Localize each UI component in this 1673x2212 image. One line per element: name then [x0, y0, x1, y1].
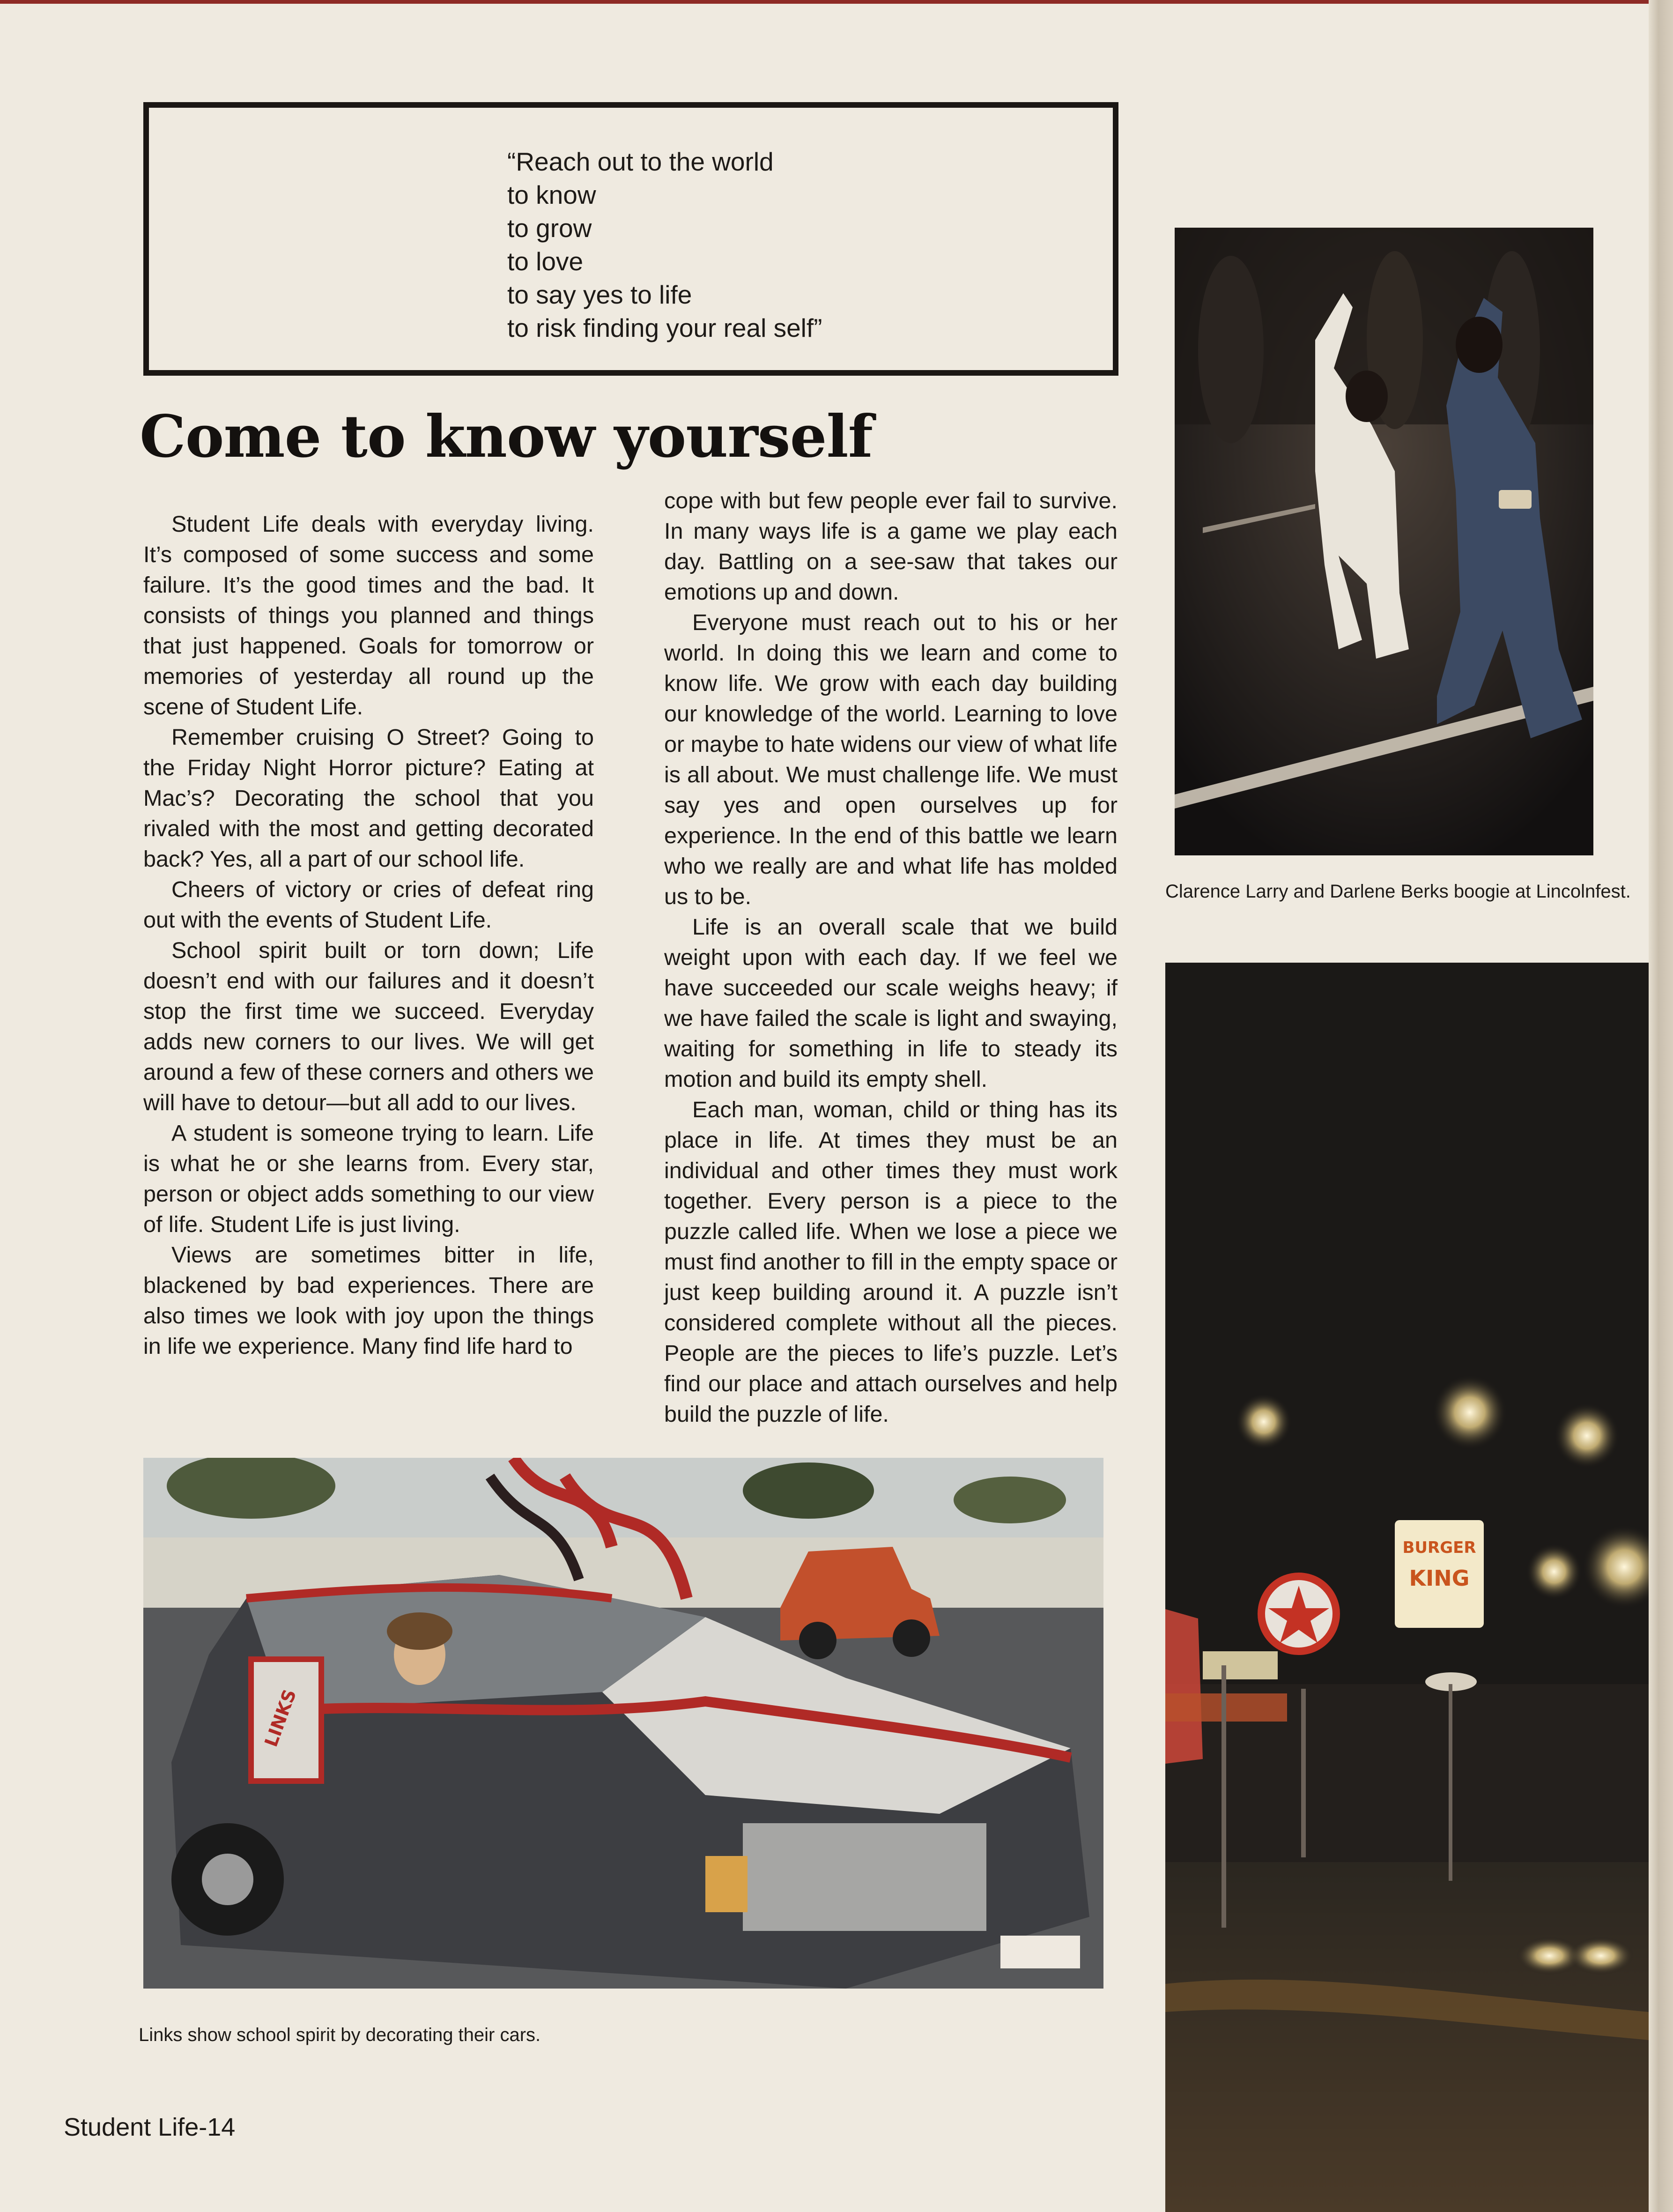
car-door-sign: LINKS [260, 1686, 301, 1750]
body-paragraph: School spirit built or torn down; Life doesn’t end with our failures and it doesn’t stop the first time we succeed. Everyday adds new corners to our lives. We will get around a few of these corners and others we will have to detour—but all add to our lives. [143, 938, 594, 1115]
quote-line: “Reach out to the world [507, 147, 774, 176]
body-paragraph: Views are sometimes bitter in life, blackened by bad experiences. There are also times we look with joy upon the things in life we experience. Many find life hard to [143, 1242, 594, 1359]
body-paragraph: Everyone must reach out to his or her world. In doing this we learn and come to know life. We grow with each day building our knowledge of the world. Learning to love or maybe to hate widens our view of what life is all about. We must challenge life. We must say yes and open ourselves up for experience. In the end of this battle we learn who we really are and what life has molded us to be. [664, 610, 1118, 909]
dancing-photo-caption: Clarence Larry and Darlene Berks boogie at Lincolnfest. [1165, 881, 1631, 902]
dancing-photo [1175, 228, 1593, 855]
car-photo-caption: Links show school spirit by decorating their cars. [139, 2025, 541, 2045]
quote-line: to grow [507, 214, 592, 243]
body-paragraph: Student Life deals with everyday living. It’s composed of some success and some failure. It’s the good times and the bad. It consists of things you planned and things that just happened. Goals for tomorrow or memories of yesterday all round up the scene of Student Life. [143, 512, 594, 720]
quote-line: to know [507, 180, 596, 209]
quote-line: to say yes to life [507, 280, 692, 309]
body-paragraph: Each man, woman, child or thing has its place in life. At times they must be an individual and other times they must work together. Every person is a piece to the puzzle called life. When we lose a piece we must find another to fill in the empty space or just keep building around it. A puzzle isn’t considered complete without all the pieces. People are the pieces to life’s puzzle. Let’s find our place and attach ourselves and help build the puzzle of life. [664, 1097, 1118, 1427]
top-edge-rule [0, 0, 1673, 4]
quote-text [507, 145, 822, 345]
body-paragraph: A student is someone trying to learn. Life is what he or she learns from. Every star, person or object adds something to our view of life. Student Life is just living. [143, 1121, 594, 1237]
page-binding-edge [1649, 0, 1673, 2212]
quote-line: to risk finding your real self” [507, 313, 822, 342]
burger-king-sign-line1: BURGER [1402, 1538, 1476, 1557]
page-footer-label: Student Life-14 [64, 2113, 236, 2141]
body-paragraph: Remember cruising O Street? Going to the Friday Night Horror picture? Eating at Mac’s? Decorating the school that you rivaled with the most and getting decorated back? Yes, all a part of our school life. [143, 725, 594, 872]
body-paragraph-continued: cope with but few people ever fail to survive. In many ways life is a game we play each day. Battling on a see-saw that takes our emotions up and down. [664, 488, 1118, 605]
headline: Come to know yourself [140, 403, 873, 471]
quote-line: to love [507, 247, 584, 276]
body-paragraph: Cheers of victory or cries of defeat ring out with the events of Student Life. [143, 877, 594, 933]
burger-king-sign-line2: KING [1409, 1566, 1470, 1591]
night-street-photo [1165, 963, 1649, 2212]
body-column-2 [664, 486, 1118, 1430]
body-column-1 [143, 509, 594, 1362]
body-paragraph: Life is an overall scale that we build weight upon with each day. If we feel we have succeeded our scale weighs heavy; if we have failed the scale is light and swaying, waiting for something in life to steady its motion and build its empty shell. [664, 914, 1118, 1092]
quote-box [143, 102, 1118, 376]
decorated-car-photo [143, 1458, 1103, 1989]
